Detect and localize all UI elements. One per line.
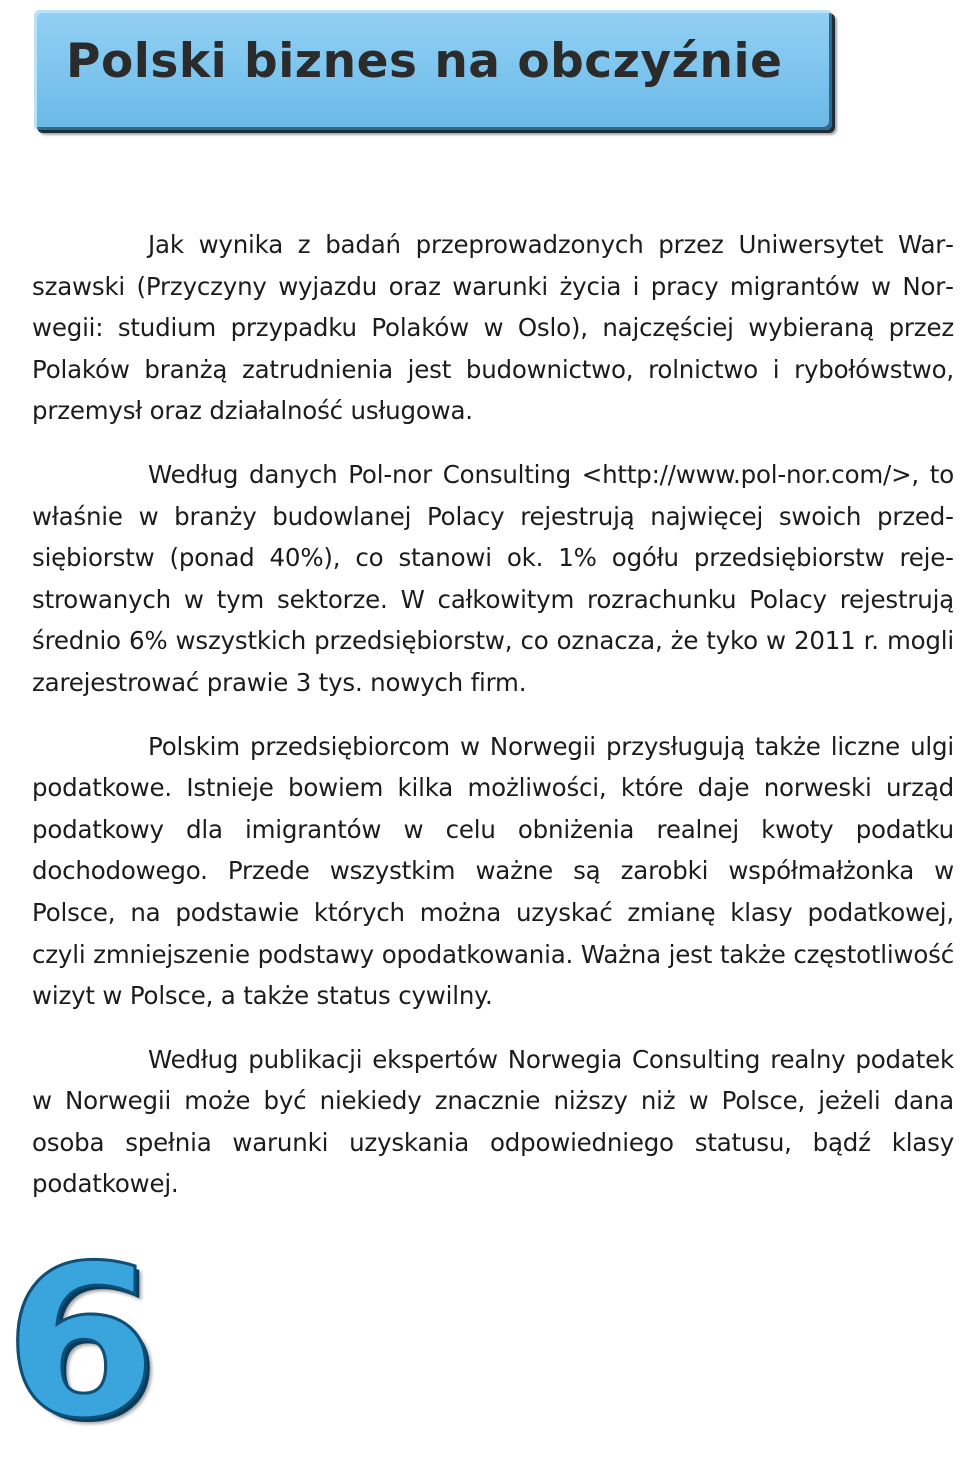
- paragraph-1: Jak wynika z badań przeprowadzonych przez Uniwersytet Warszawski (Przyczyny wyjazdu oraz warunki życia i pracy migrantów w Norwegii: studium przypadku Polaków w Oslo), najczęściej wybieraną przez Polaków branżą zatrudnienia jest budownictwo, rolnictwo i rybołówstwo, przemysł oraz działalność usługowa.: [32, 230, 954, 426]
- article-body: [32, 224, 954, 1227]
- page-number: 6: [4, 1220, 158, 1465]
- paragraph-2: Według danych Pol-nor Consulting <http://www.pol-nor.com/>, to właśnie w branży budowlanej Polacy rejestrują najwięcej swoich przedsiębiorstw (ponad 40%), co stanowi ok. 1% ogółu przedsiębiorstw rejestrowanych w tym sektorze. W całkowitym rozrachunku Polacy rejestrują średnio 6% wszystkich przedsiębiorstw, co oznacza, że tyko w 2011 r. mogli zarejestrować prawie 3 tys. nowych firm.: [32, 459, 954, 697]
- page-title: Polski biznes na obczyźnie: [66, 34, 783, 89]
- paragraph-3: Polskim przedsiębiorcom w Norwegii przysługują także liczne ulgi podatkowe. Istnieje bowiem kilka możliwości, które daje norweski urząd podatkowy dla imigrantów w celu obniżenia realnej kwoty podatku dochodowego. Przede wszystkim ważne są zarobki współmałżonka w Polsce, na podstawie których można uzyskać zmianę klasy podatkowej, czyli zmniejszenie podstawy opodatkowania. Ważna jest także częstotliwość wizyt w Polsce, a także status cywilny.: [32, 731, 954, 1011]
- paragraph-4: Według publikacji ekspertów Norwegia Consulting realny podatek w Norwegii może być niekiedy znacznie niższy niż w Polsce, jeżeli dana osoba spełnia warunki uzyskania odpowiedniego statusu, bądź klasy podatkowej.: [32, 1044, 954, 1199]
- title-banner: [34, 10, 832, 130]
